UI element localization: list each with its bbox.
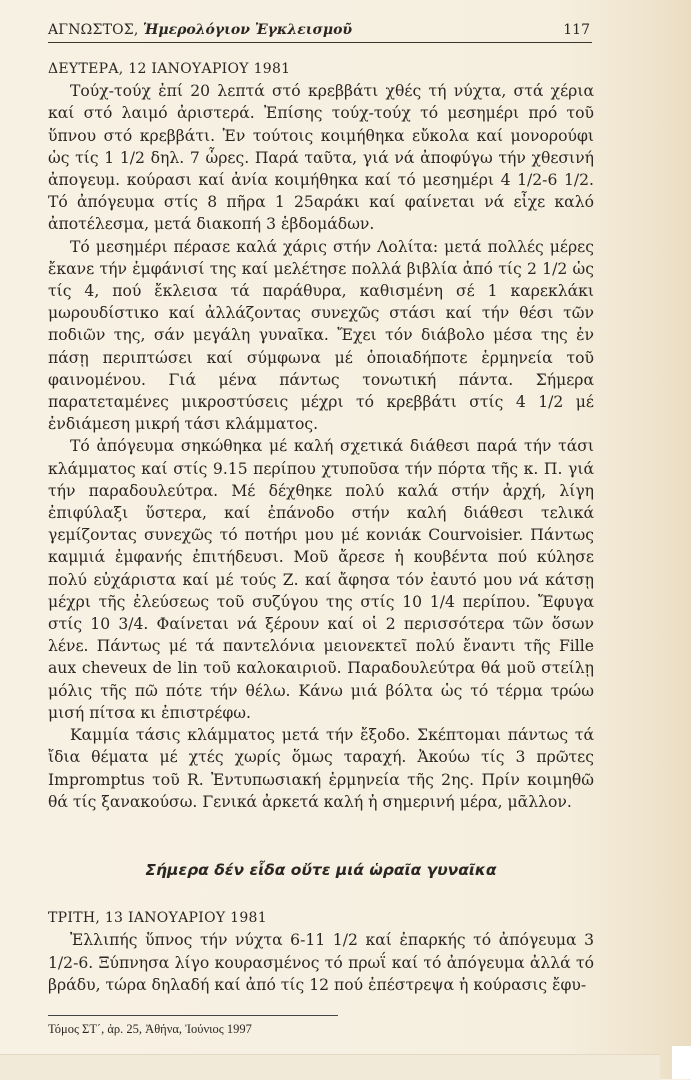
running-head-title: Ἡμερολόγιον Ἐγκλεισμοῦ <box>143 22 353 38</box>
paragraph: Τό μεσημέρι πέρασε καλά χάρις στήν Λολίτα: μετά πολλές μέρες ἔκανε τήν ἐμφάνισί της καί μελέτησε πολλά βιβλία ἀπό τίς 2 1/2 ὡς τίς 4, πού ἔκλεισα τά παράθυρα, καθισμένη σέ 1 καρεκλάκι μωρουδίστικο καί ἀλλάζοντας συνεχῶς στάσι καί τήν θέσι τῶν ποδιῶν της, σάν μεγάλη γυναῖκα. Ἔχει τόν διάβολο μέσα της ἐν πάσῃ περιπτώσει καί σύμφωνα μέ ὁποιαδήποτε ἑρμηνεία τοῦ φαινομένου. Γιά μένα πάντως τονωτική πάντα. Σήμερα παρατεταμένες μικροστύσεις μέχρι τό κρεββάτι στίς 4 1/2 μέ ἐνδιάμεση μικρή τάσι κλάμματος. <box>48 237 594 434</box>
scan-corner <box>672 1046 691 1079</box>
diary-body <box>48 58 594 996</box>
page-number: 117 <box>563 22 590 38</box>
section-heading: Σήμερα δέν εἶδα οὔτε μιά ὡραῖα γυναῖκα <box>145 860 497 879</box>
footnote-rule <box>48 1015 338 1016</box>
running-head <box>48 18 592 43</box>
paragraph: Τούχ-τούχ ἐπί 20 λεπτά στό κρεββάτι χθές τή νύχτα, στά χέρια καί στό λαιμό ἀριστερά. Ἐπίσης τούχ-τούχ τό μεσημέρι πρό τοῦ ὕπνου στό κρεββάτι. Ἐν τούτοις κοιμήθηκα εὔκολα καί μονορούφι ὡς τίς 1 1/2 δηλ. 7 ὧρες. Παρά ταῦτα, γιά νά ἀποφύγω τήν χθεσινή ἀπογευμ. κούρασι καί ἀνία κοιμήθηκα καί τό μεσημέρι 4 1/2-6 1/2. Τό ἀπόγευμα στίς 8 πῆρα 1 25αράκι καί φαίνεται νά εἶχε καλό ἀποτέλεσμα, μετά διακοπή 3 ἑβδομάδων. <box>48 82 594 234</box>
paragraph: Ἐλλιπής ὕπνος τήν νύχτα 6-11 1/2 καί ἐπαρκής τό ἀπόγευμα 3 1/2-6. Ξύπνησα λίγο κουρασμένος τό πρωΐ καί τό ἀπόγευμα ἀλλά τό βράδυ, τώρα δηλαδή καί ἀπό τίς 12 πού ἐπέστρεψα ἡ κούρασις ἔφυ- <box>48 931 594 994</box>
running-head-left <box>48 22 352 38</box>
paragraph: Τό ἀπόγευμα σηκώθηκα μέ καλή σχετικά διάθεσι παρά τήν τάσι κλάμματος καί στίς 9.15 περίπου χτυποῦσα τήν πόρτα τῆς κ. Π. γιά τήν παραδουλεύτρα. Μέ δέχθηκε πολύ καλά στήν ἀρχή, λίγη ἐπιφύλαξι ὕστερα, καί ἐπάνοδο στήν καλή διάθεσι τελικά γεμίζοντας συνεχῶς τό ποτήρι μου μέ κονιάκ Courvoisier. Πάντως καμμιά ἐμφανής ἐπιτήδευσι. Μοῦ ἄρεσε ἡ κουβέντα πού κύλησε πολύ εὐχάριστα καί μέ τούς Ζ. καί ἄφησα τόν ἑαυτό μου νά κάτσῃ μέχρι τῆς ἐλεύσεως τοῦ συζύγου της στίς 10 1/4 περίπου. Ἔφυγα στίς 10 3/4. Φαίνεται νά ξέρουν καί οἱ 2 περισσότερα τῶν ὅσων λένε. Πάντως μέ τά παντελόνια μειονεκτεῖ πολύ ἔναντι τῆς Fille aux cheveux de lin τοῦ καλοκαιριοῦ. Παραδουλεύτρα θά μοῦ στείλῃ μόλις τῆς πῶ πότε τήν θέλω. Κάνω μιά βόλτα ὡς τό τέρμα τρώω μισή πίτσα κι ἐπιστρέφω. <box>48 437 594 722</box>
footnote: Τόμος ΣΤ΄, ἀρ. 25, Ἀθήνα, Ἰούνιος 1997 <box>48 1022 252 1036</box>
running-head-author: ΑΓΝΩΣΤΟΣ, <box>48 22 139 38</box>
scan-edge <box>0 1054 660 1080</box>
entry-date: ΤΡΙΤΗ, 13 ΙΑΝΟΥΑΡΙΟΥ 1981 <box>48 910 267 927</box>
entry-date: ΔΕΥΤΕΡΑ, 12 ΙΑΝΟΥΑΡΙΟΥ 1981 <box>48 61 291 77</box>
paragraph: Καμμία τάσις κλάμματος μετά τήν ἔξοδο. Σκέπτομαι πάντως τά ἴδια θέματα μέ χτές χωρίς ὅμως ταραχή. Ἀκούω τίς 3 πρῶτες Impromptus τοῦ R. Ἐντυπωσιακή ἑρμηνεία τῆς 2ης. Πρίν κοιμηθῶ θά τίς ξανακούσω. Γενικά ἀρκετά καλή ἡ σημερινή μέρα, μᾶλλον. <box>48 726 594 811</box>
